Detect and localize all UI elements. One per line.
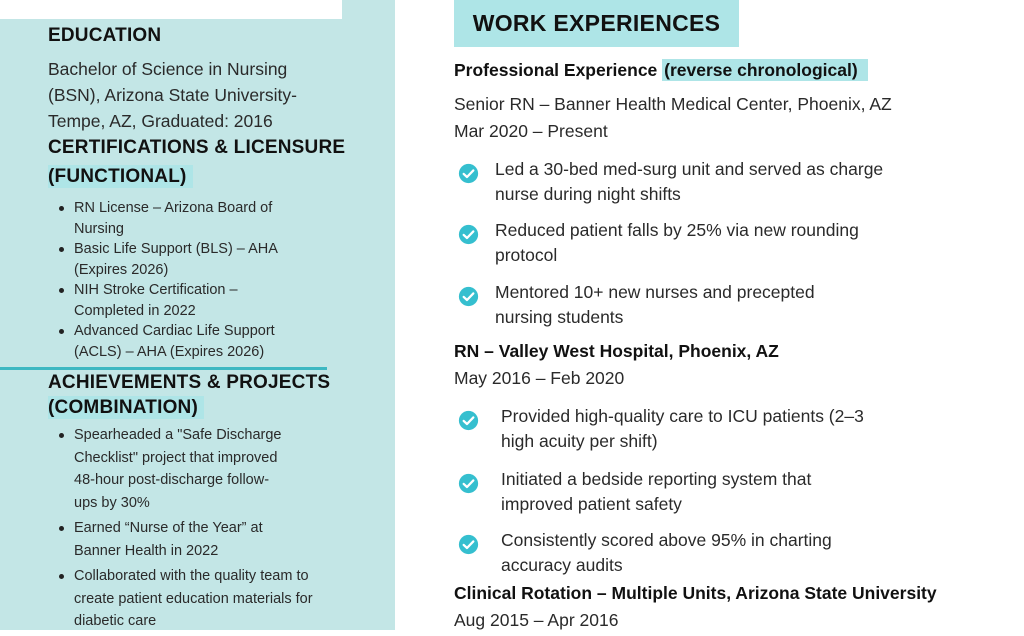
achievements-subheading [48, 397, 204, 419]
check-circle-icon [458, 410, 479, 431]
check-circle-icon [458, 163, 479, 184]
list-item-line: ups by 30% [74, 494, 150, 511]
list-item [48, 565, 378, 633]
job-dates: Mar 2020 – Present [454, 121, 608, 141]
job-bullet [458, 528, 832, 578]
job-bullet [458, 157, 883, 207]
bullet-line: protocol [495, 245, 558, 265]
bullet-line: Initiated a bedside reporting system that [501, 469, 812, 489]
sidebar-top-tab [0, 0, 342, 19]
job-dates: May 2016 – Feb 2020 [454, 368, 625, 388]
achievements-list [48, 424, 378, 636]
bullet-line: high acuity per shift) [501, 431, 658, 451]
reverse-chronological-tag: (reverse chronological) [662, 59, 868, 81]
education-line: Tempe, AZ, Graduated: 2016 [48, 111, 273, 131]
bullet-line: improved patient safety [501, 494, 682, 514]
certifications-functional-tag: (FUNCTIONAL) [48, 165, 193, 188]
job-bullet [458, 218, 859, 268]
list-item-line: Basic Life Support (BLS) – AHA [74, 241, 278, 257]
achievements-combination-tag: (COMBINATION) [48, 396, 204, 419]
certifications-subheading [48, 166, 193, 188]
education-line: (BSN), Arizona State University- [48, 85, 297, 105]
education-details [48, 56, 297, 134]
bullet-line: Mentored 10+ new nurses and precepted [495, 282, 815, 302]
certifications-heading: CERTIFICATIONS & LICENSURE [48, 137, 346, 158]
job-role: RN – Valley West Hospital, Phoenix, AZ [454, 341, 779, 361]
bullet-line: nursing students [495, 307, 624, 327]
list-item-line: Collaborated with the quality team to [74, 568, 309, 584]
list-item-line: create patient education materials for [74, 590, 313, 607]
job-bullet [458, 280, 815, 330]
work-experiences-title: WORK EXPERIENCES [454, 0, 739, 47]
bullet-text [501, 467, 811, 517]
list-item-line: Nursing [74, 220, 124, 237]
list-item-line: RN License – Arizona Board of [74, 200, 273, 216]
bullet-line: Led a 30-bed med-surg unit and served as charge [495, 159, 884, 179]
bullet-line: Provided high-quality care to ICU patients (2–3 [501, 406, 864, 426]
job-bullet [458, 467, 811, 517]
list-item [48, 321, 348, 362]
list-item-line: diabetic care [74, 613, 157, 629]
list-item-line: Completed in 2022 [74, 302, 196, 319]
certifications-list [48, 198, 348, 362]
check-circle-icon [458, 473, 479, 494]
professional-experience-label: Professional Experience [454, 60, 663, 80]
bullet-line: nurse during night shifts [495, 184, 681, 204]
achievements-heading: ACHIEVEMENTS & PROJECTS [48, 372, 331, 393]
list-item-line: Advanced Cardiac Life Support [74, 323, 275, 339]
list-item [48, 424, 378, 514]
list-item [48, 239, 348, 280]
list-item-line: Checklist" project that improved [74, 449, 278, 466]
check-circle-icon [458, 534, 479, 555]
education-line: Bachelor of Science in Nursing [48, 59, 288, 79]
list-item [48, 517, 378, 562]
bullet-line: Reduced patient falls by 25% via new rounding [495, 220, 859, 240]
job-bullet [458, 404, 864, 454]
list-item [48, 280, 348, 321]
list-item-line: NIH Stroke Certification – [74, 282, 238, 298]
bullet-text [495, 157, 883, 207]
list-item-line: 48-hour post-discharge follow- [74, 472, 270, 488]
job-dates: Aug 2015 – Apr 2016 [454, 610, 619, 630]
bullet-text [501, 404, 864, 454]
job-role: Clinical Rotation – Multiple Units, Arizona State University [454, 583, 937, 603]
list-item [48, 198, 348, 239]
sidebar-divider [0, 367, 327, 370]
list-item-line: (ACLS) – AHA (Expires 2026) [74, 343, 265, 360]
list-item-line: Banner Health in 2022 [74, 542, 219, 559]
bullet-text [495, 218, 859, 268]
list-item-line: (Expires 2026) [74, 261, 169, 278]
bullet-line: Consistently scored above 95% in charting [501, 530, 832, 550]
check-circle-icon [458, 224, 479, 245]
check-circle-icon [458, 286, 479, 307]
bullet-text [495, 280, 815, 330]
job-role: Senior RN – Banner Health Medical Center, Phoenix, AZ [454, 94, 892, 114]
bullet-text [501, 528, 832, 578]
professional-experience-heading [454, 60, 868, 81]
list-item-line: Spearheaded a "Safe Discharge [74, 427, 282, 443]
bullet-line: accuracy audits [501, 555, 623, 575]
list-item-line: Earned “Nurse of the Year” at [74, 520, 263, 536]
education-heading: EDUCATION [48, 25, 162, 46]
